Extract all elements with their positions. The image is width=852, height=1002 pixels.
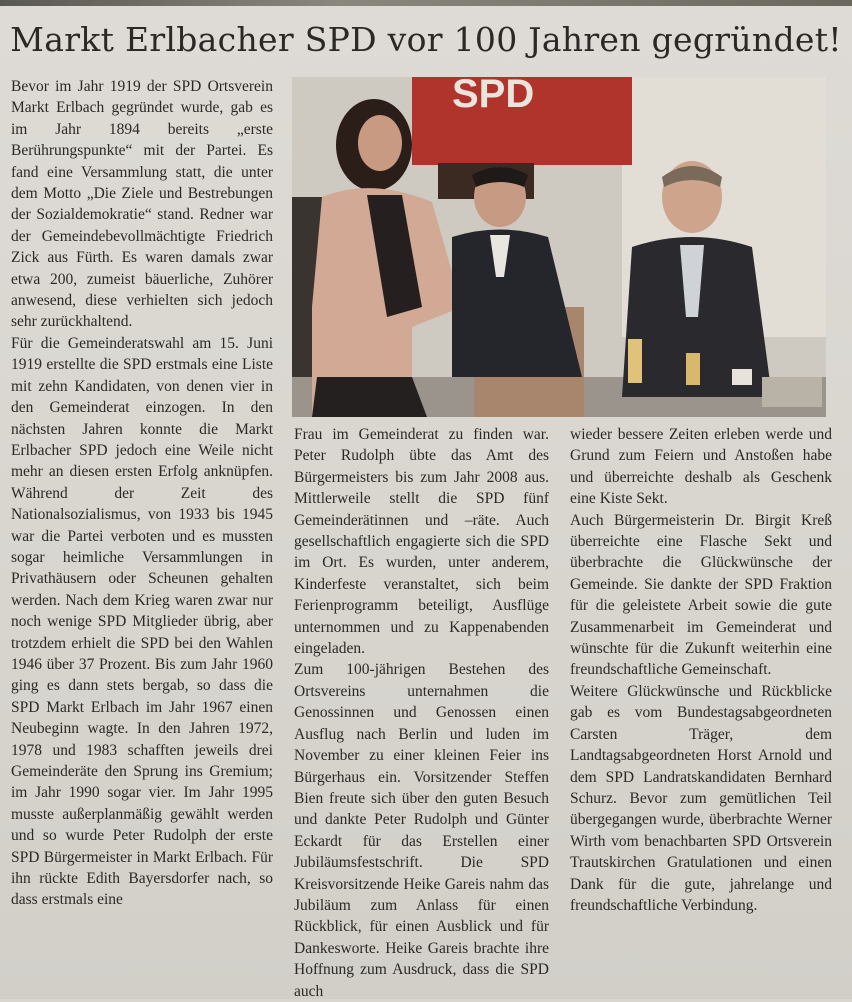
photo-illustration [292,77,826,417]
woman-skirt [312,377,427,417]
glass [732,369,752,385]
article-title: Markt Erlbacher SPD vor 100 Jahren gegründet! [10,20,842,59]
event-photo [292,77,826,417]
paragraph: Für die Gemeinderatswahl am 15. Juni 1919 erstellte die SPD erstmals eine Liste mit zehn Kandidaten, von denen vier in den Gemeinderat einzogen. In den nächsten Jahren konnte die Markt Erlbacher SPD jedoch eine Weile nicht mehr an diesen ersten Erfolg anknüpfen. Während der Zeit des Nationalsozialismus, von 1933 bis 1945 war die Partei verboten und es mussten sogar heimliche Versammlungen in Privathäusern oder Scheunen gehalten werden. Nach dem Krieg waren zwar nur noch wenige SPD Mitglieder übrig, aber trotzdem erhielt die SPD bei den Wahlen 1946 über 37 Prozent. Bis zum Jahr 1960 ging es dann stets bergab, so dass die SPD Markt Erlbach im Jahr 1967 einen Neubeginn wagte. In den Jahren 1972, 1978 und 1983 schafften jeweils drei Gemeinderäte den Sprung ins Gremium; im Jahr 1990 sogar vier. Im Jahr 1995 musste außerplanmäßig gewählt werden und so wurde Peter Rudolph der erste SPD Bürgermeister in Markt Erlbach. Für ihn rückte Edith Bayersdorfer nach, so dass erstmals eine [11,334,273,909]
bottle [686,353,700,385]
plate [762,377,822,407]
article-column-2 [294,424,549,1002]
paragraph: Bevor im Jahr 1919 der SPD Ortsverein Markt Erlbach gegründet wurde, gab es im Jahr 1894 bereits „erste Berührungspunkte“ mit der Partei. Es fand eine Versammlung statt, die unter dem Motto „Die Ziele und Bestrebungen der Sozialdemokratie“ stand. Redner war der Gemeindebevollmächtigte Friedrich Zick aus Fürth. Es waren damals zwar etwa 200, zumeist bäuerliche, Zuhörer anwesend, diese verhielten sich jedoch sehr zurückhaltend. [11,78,273,331]
article-column-3 [570,424,832,916]
paragraph: Frau im Gemeinderat zu finden war. Peter Rudolph übte das Amt des Bürgermeisters bis zum Jahr 2008 aus. Mittlerweile stellt die SPD fünf Gemeinderätinnen und –räte. Auch gesellschaftlich engagierte sich die SPD im Ort. Es wurden, unter anderem, Kinderfeste veranstaltet, sich beim Ferienprogramm beteiligt, Ausflüge unternommen und zu Kappenabenden eingeladen. [294,426,549,658]
article-column-1 [11,76,273,911]
paragraph: Zum 100-jährigen Bestehen des Ortsvereins unternahmen die Genossinnen und Genossen einen Ausflug nach Berlin und luden im November zu einer kleinen Feier ins Bürgerhaus ein. Vorsitzender Steffen Bien freute sich über den guten Besuch und dankte Peter Rudolph und Günter Eckardt für das Erstellen einer Jubiläumsfestschrift. Die SPD Kreisvorsitzende Heike Gareis nahm das Jubiläum zum Anlass für einen Rückblick, für einen Ausblick und für Dankesworte. Heike Gareis brachte ihre Hoffnung zum Ausdruck, dass die SPD auch [294,661,549,1000]
paragraph: wieder bessere Zeiten erleben werde und Grund zum Feiern und Anstoßen habe und überreichte deshalb als Geschenk eine Kiste Sekt. [570,426,832,508]
spd-banner-text: SPD [452,77,535,116]
top-edge-band [0,0,852,6]
paragraph: Weitere Glückwünsche und Rückblicke gab es vom Bundestagsabgeordneten Carsten Träger, dem Landtagsabgeordneten Horst Arnold und dem SPD Landratskandidaten Bernhard Schurz. Bevor zum gemütlichen Teil übergegangen wurde, überbrachte Werner Wirth vom benachbarten SPD Ortsverein Trautskirchen Gratulationen und einen Dank für die gute, jahrelange und freundschaftliche Verbindung. [570,682,832,914]
paragraph: Auch Bürgermeisterin Dr. Birgit Kreß überreichte eine Flasche Sekt und überbrachte die Glückwünsche der Gemeinde. Sie dankte der SPD Fraktion für die geleistete Arbeit sowie die gute Zusammenarbeit im Gemeinderat und wünschte für die Zukunft weiterhin eine freundschaftliche Gemeinschaft. [570,511,832,679]
bottle [628,339,642,383]
woman-face [358,115,402,171]
